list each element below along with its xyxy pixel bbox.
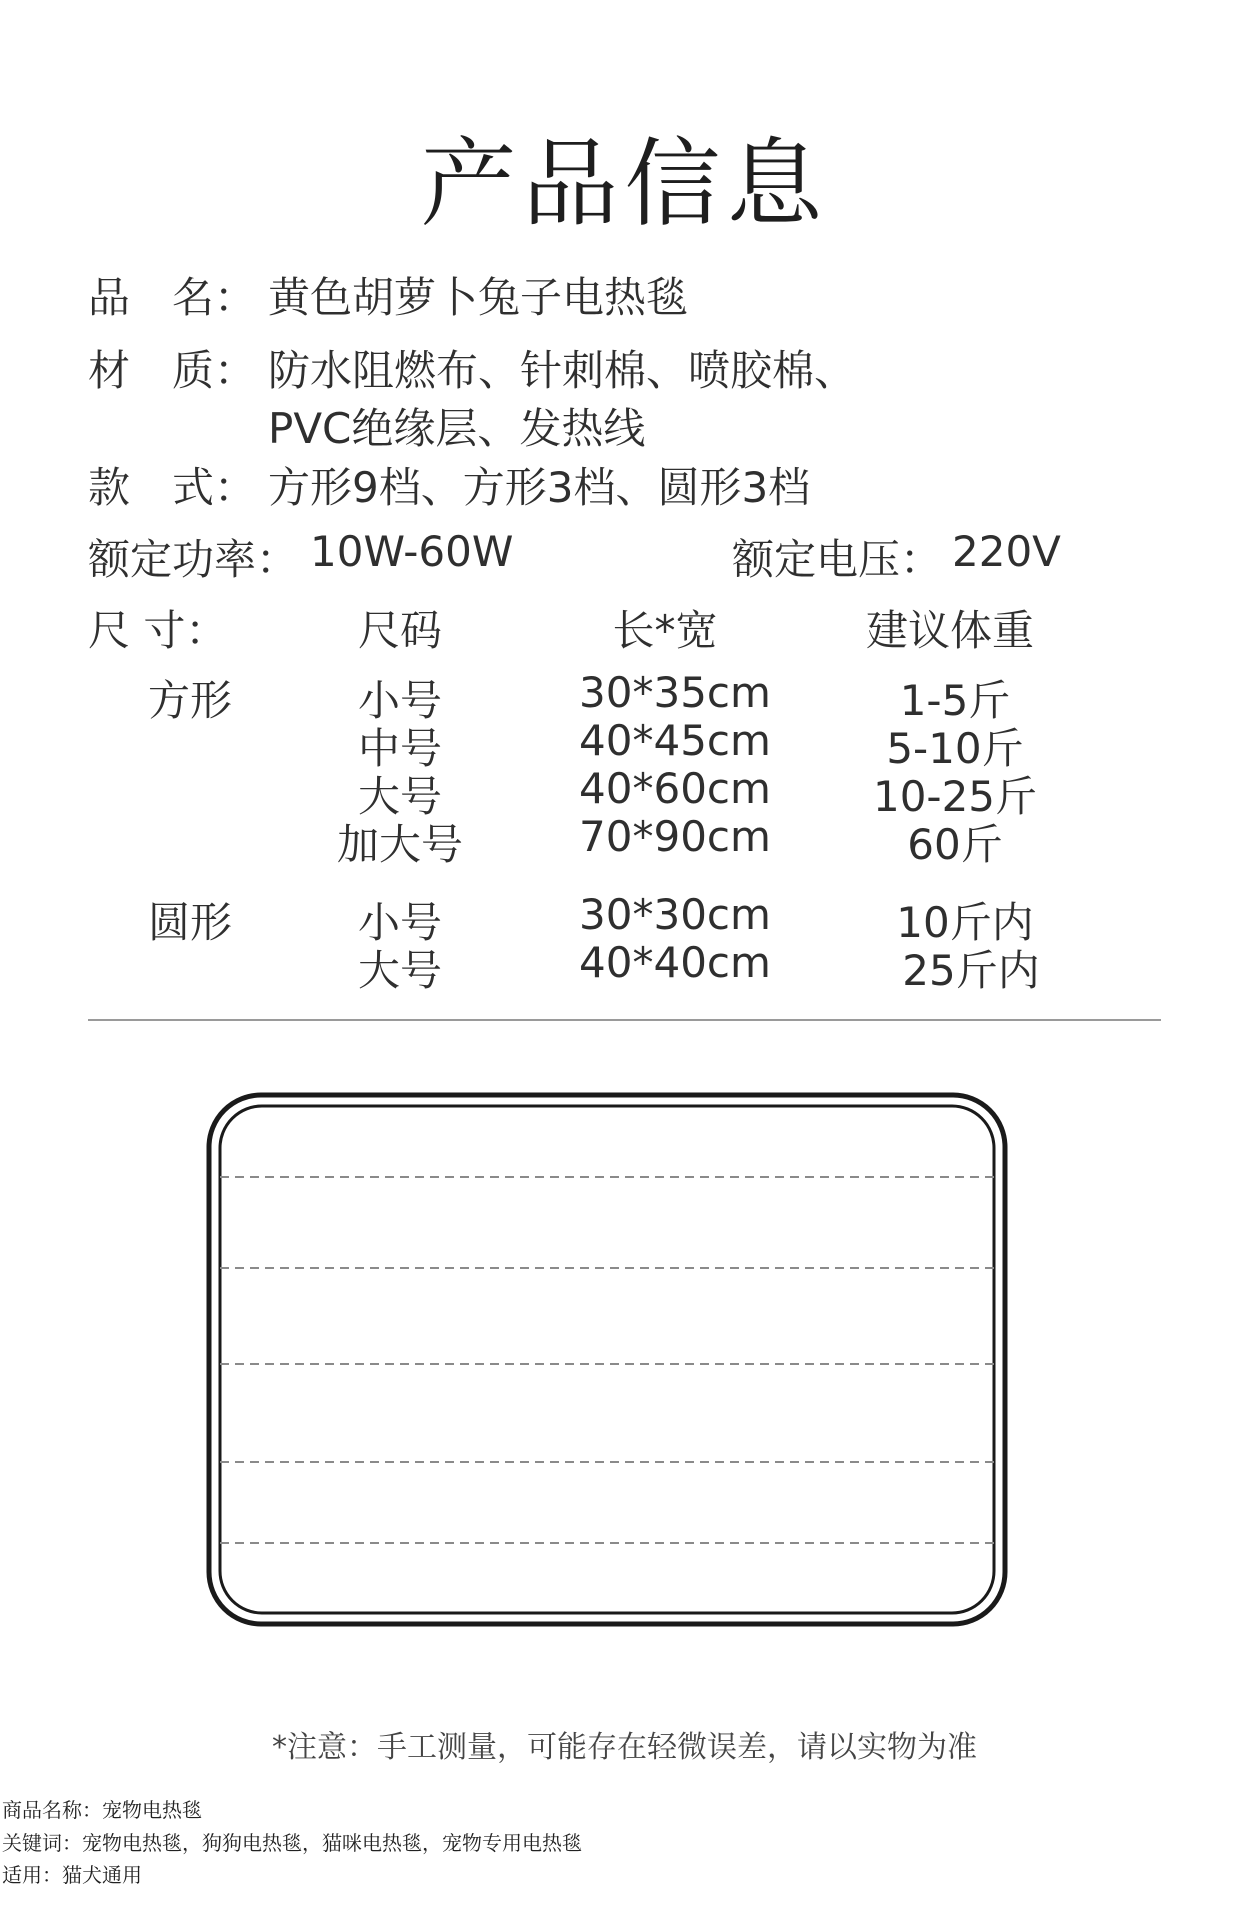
header-weight: 建议体重 [865, 606, 1034, 655]
shape-square: 方形 [148, 676, 233, 725]
meta-keywords: 关键词：宠物电热毯，狗狗电热毯，猫咪电热毯，宠物专用电热毯 [2, 1831, 582, 1855]
header-dimensions: 长*宽 [612, 606, 718, 655]
square-row-3-weight: 10-25斤 [872, 772, 1038, 821]
square-row-3-dims: 40*60cm [579, 764, 771, 813]
square-row-2-size: 中号 [357, 724, 442, 773]
material-label: 材 质： [88, 346, 257, 395]
section-divider [88, 1019, 1161, 1021]
name-label: 品 名： [88, 273, 257, 322]
measurement-note: *注意：手工测量，可能存在轻微误差，请以实物为准 [272, 1730, 977, 1765]
round-row-2-weight: 25斤内 [902, 946, 1040, 995]
header-size: 尺码 [357, 606, 442, 655]
round-row-2-dims: 40*40cm [579, 938, 771, 987]
power-label: 额定功率： [88, 535, 299, 584]
square-row-1-weight: 1-5斤 [899, 676, 1011, 725]
square-row-1-size: 小号 [357, 676, 442, 725]
meta-product-name: 商品名称：宠物电热毯 [2, 1798, 202, 1822]
voltage-value: 220V [952, 527, 1061, 576]
square-row-1-dims: 30*35cm [579, 668, 771, 717]
square-row-2-dims: 40*45cm [579, 716, 771, 765]
round-row-1-weight: 10斤内 [896, 898, 1034, 947]
power-value: 10W-60W [310, 527, 514, 576]
square-row-3-size: 大号 [357, 772, 442, 821]
square-row-4-weight: 60斤 [907, 820, 1003, 869]
style-value: 方形9档、方形3档、圆形3档 [268, 463, 811, 512]
material-value-line1: 防水阻燃布、针刺棉、喷胶棉、 [268, 346, 857, 395]
size-label: 尺 寸： [88, 606, 228, 655]
meta-applicable: 适用：猫犬通用 [2, 1863, 142, 1887]
square-row-4-size: 加大号 [336, 820, 463, 869]
name-value: 黄色胡萝卜兔子电热毯 [268, 273, 689, 322]
shape-round: 圆形 [148, 898, 233, 947]
blanket-inner-border [220, 1106, 994, 1613]
square-row-2-weight: 5-10斤 [886, 724, 1024, 773]
round-row-2-size: 大号 [357, 946, 442, 995]
style-label: 款 式： [88, 463, 257, 512]
round-row-1-dims: 30*30cm [579, 890, 771, 939]
page-title: 产品信息 [420, 128, 829, 240]
material-value-line2: PVC绝缘层、发热线 [268, 404, 646, 453]
blanket-illustration [206, 1092, 1008, 1627]
round-row-1-size: 小号 [357, 898, 442, 947]
voltage-label: 额定电压： [732, 535, 943, 584]
square-row-4-dims: 70*90cm [579, 812, 771, 861]
